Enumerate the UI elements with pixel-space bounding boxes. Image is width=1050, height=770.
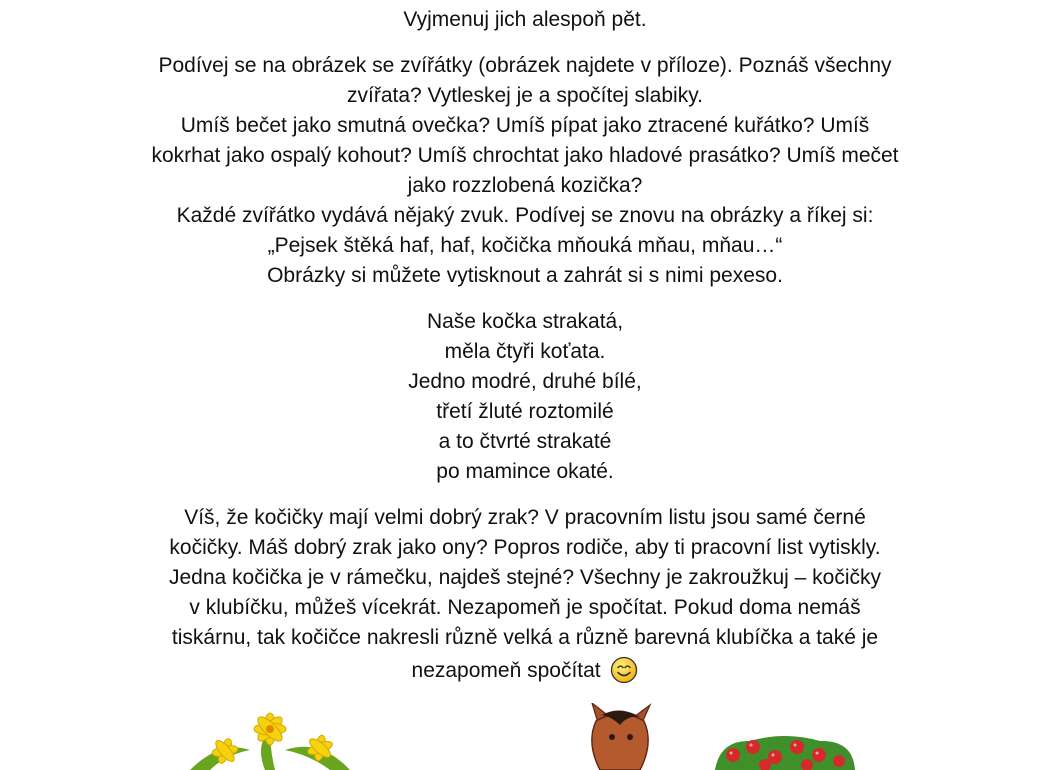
cats-line-6 [0, 656, 1050, 686]
poem-line-1: Naše kočka strakatá, [426, 310, 624, 333]
animals-line-2: zvířata? Vytleskej je a spočítej slabiky. [347, 84, 703, 107]
cats-line-4: v klubíčku, můžeš vícekrát. Nezapomeň je spočítat. Pokud doma nemáš [189, 596, 861, 619]
strawberry-bush-icon [715, 735, 855, 770]
smiley-icon [610, 656, 638, 684]
cats-line-3: Jedna kočička je v rámečku, najdeš stejné? Všechny je zakroužkuj – kočičky [168, 566, 881, 589]
horse-icon [570, 703, 670, 770]
animals-line-3: Umíš bečet jako smutná ovečka? Umíš pípat jako ztracené kuřátko? Umíš [180, 114, 870, 137]
poem-line-4: třetí žluté roztomilé [436, 400, 614, 423]
poem-line-5: a to čtvrté strakaté [438, 430, 612, 453]
flower-plant-icon [170, 703, 370, 770]
animals-line-7: „Pejsek štěká haf, haf, kočička mňouká mňau, mňau…“ [267, 234, 783, 257]
poem-line-6: po mamince okaté. [436, 460, 614, 483]
intro-line-1: Vyjmenuj jich alespoň pět. [403, 8, 647, 31]
cats-line-1: Víš, že kočičky mají velmi dobrý zrak? V pracovním listu jsou samé černé [184, 506, 866, 529]
poem-line-3: Jedno modré, druhé bílé, [408, 370, 642, 393]
cats-line-6-text: nezapomeň spočítat [411, 659, 601, 682]
animals-line-1: Podívej se na obrázek se zvířátky (obrázek najdete v příloze). Poznáš všechny [158, 54, 892, 77]
cats-line-2: kočičky. Máš dobrý zrak jako ony? Popros rodiče, aby ti pracovní list vytiskly. [169, 536, 881, 559]
animals-line-6: Každé zvířátko vydává nějaký zvuk. Podívej se znovu na obrázky a říkej si: [176, 204, 874, 227]
poem-line-2: měla čtyři koťata. [444, 340, 606, 363]
animals-line-8: Obrázky si můžete vytisknout a zahrát si s nimi pexeso. [267, 264, 783, 287]
cats-line-5: tiskárnu, tak kočičce nakresli různě velká a různě barevná klubíčka a také je [171, 626, 879, 649]
animals-line-5: jako rozzlobená kozička? [407, 174, 643, 197]
animals-line-4: kokrhat jako ospalý kohout? Umíš chrochtat jako hladové prasátko? Umíš mečet [151, 144, 899, 167]
